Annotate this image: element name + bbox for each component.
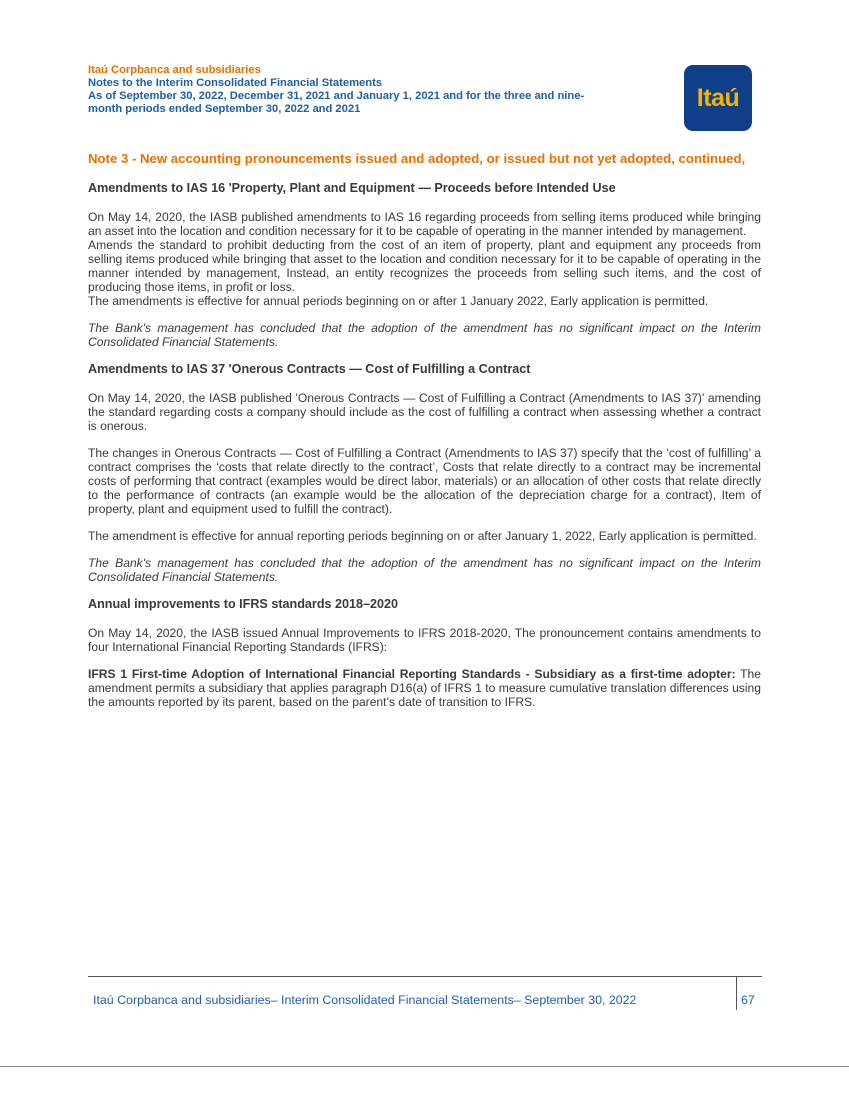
ias16-paragraph-1: On May 14, 2020, the IASB published amendments to IAS 16 regarding proceeds from selling items produced while bringing an asset into the location and condition necessary for it to be capable of operating in the manner intended by management. [88, 210, 761, 238]
section-title-ias16: Amendments to IAS 16 'Property, Plant and Equipment — Proceeds before Intended Use [88, 181, 616, 195]
page-bottom-divider [0, 1066, 849, 1067]
ias16-conclusion: The Bank's management has concluded that the adoption of the amendment has no significant impact on the Interim Consolidated Financial Statements. [88, 321, 761, 349]
note-title: Note 3 - New accounting pronouncements issued and adopted, or issued but not yet adopted, continued, [88, 151, 746, 166]
header-subtitle: Notes to the Interim Consolidated Financial Statements [88, 77, 383, 89]
page-number: 67 [741, 993, 755, 1007]
footer-vertical-divider [736, 976, 737, 1010]
ias37-paragraph-1: On May 14, 2020, the IASB published 'Onerous Contracts — Cost of Fulfilling a Contract (Amendments to IAS 37)' amending the standard regarding costs a company should include as the cost of fulfilling a contract when assessing whether a contract is onerous. [88, 391, 761, 433]
section-title-ias37: Amendments to IAS 37 'Onerous Contracts — Cost of Fulfilling a Contract [88, 362, 531, 376]
logo-text: Itaú [696, 83, 740, 112]
ias37-conclusion: The Bank's management has concluded that the adoption of the amendment has no significant impact on the Interim Consolidated Financial Statements. [88, 556, 761, 584]
ias16-paragraph-2: Amends the standard to prohibit deducting from the cost of an item of property, plant and equipment any proceeds from selling items produced while bringing that asset to the location and condition necessary for it to be capable of operating in the manner intended by management, Instead, an entity recognizes the proceeds from selling such items, and the cost of producing those items, in profit or loss. [88, 238, 761, 294]
header-company: Itaú Corpbanca and subsidiaries [88, 64, 261, 76]
section-title-annual-improvements: Annual improvements to IFRS standards 2018–2020 [88, 597, 399, 611]
document-header [88, 64, 658, 116]
ifrs1-text: The amendment permits a subsidiary that applies paragraph D16(a) of IFRS 1 to measure cumulative translation differences using the amounts reported by its parent, based on the parent’s date of transition to IFRS. [88, 667, 762, 709]
footer-divider [88, 976, 762, 977]
annual-paragraph-1: On May 14, 2020, the IASB issued Annual Improvements to IFRS 2018-2020, The pronouncement contains amendments to four International Financial Reporting Standards (IFRS): [88, 626, 761, 654]
ias16-paragraph-3: The amendments is effective for annual periods beginning on or after 1 January 2022, Early application is permitted. [88, 294, 709, 308]
ifrs1-paragraph [88, 667, 761, 709]
ias37-paragraph-2: The changes in Onerous Contracts — Cost of Fulfilling a Contract (Amendments to IAS 37) specify that the ‘cost of fulfilling’ a contract comprises the ‘costs that relate directly to the contract’, Costs that relate directly to a contract may be incremental costs of performing that contract (examples would be direct labor, materials) or an allocation of other costs that relate directly to the performance of contracts (an example would be the allocation of the depreciation charge for a contract), Item of property, plant and equipment used to fulfill the contract). [88, 446, 761, 516]
header-period-line1: As of September 30, 2022, December 31, 2021 and January 1, 2021 and for the three and nine- [88, 90, 585, 102]
ias37-paragraph-3: The amendment is effective for annual reporting periods beginning on or after January 1, 2022, Early application is permitted. [88, 529, 757, 543]
document-body [88, 151, 761, 709]
itau-logo [684, 65, 752, 131]
footer-text: Itaú Corpbanca and subsidiaries– Interim Consolidated Financial Statements– September 30, 2022 [93, 993, 637, 1007]
ifrs1-heading: IFRS 1 First-time Adoption of International Financial Reporting Standards - Subsidiary as a first-time adopter: [88, 667, 736, 681]
header-period-line2: month periods ended September 30, 2022 and 2021 [88, 103, 361, 115]
